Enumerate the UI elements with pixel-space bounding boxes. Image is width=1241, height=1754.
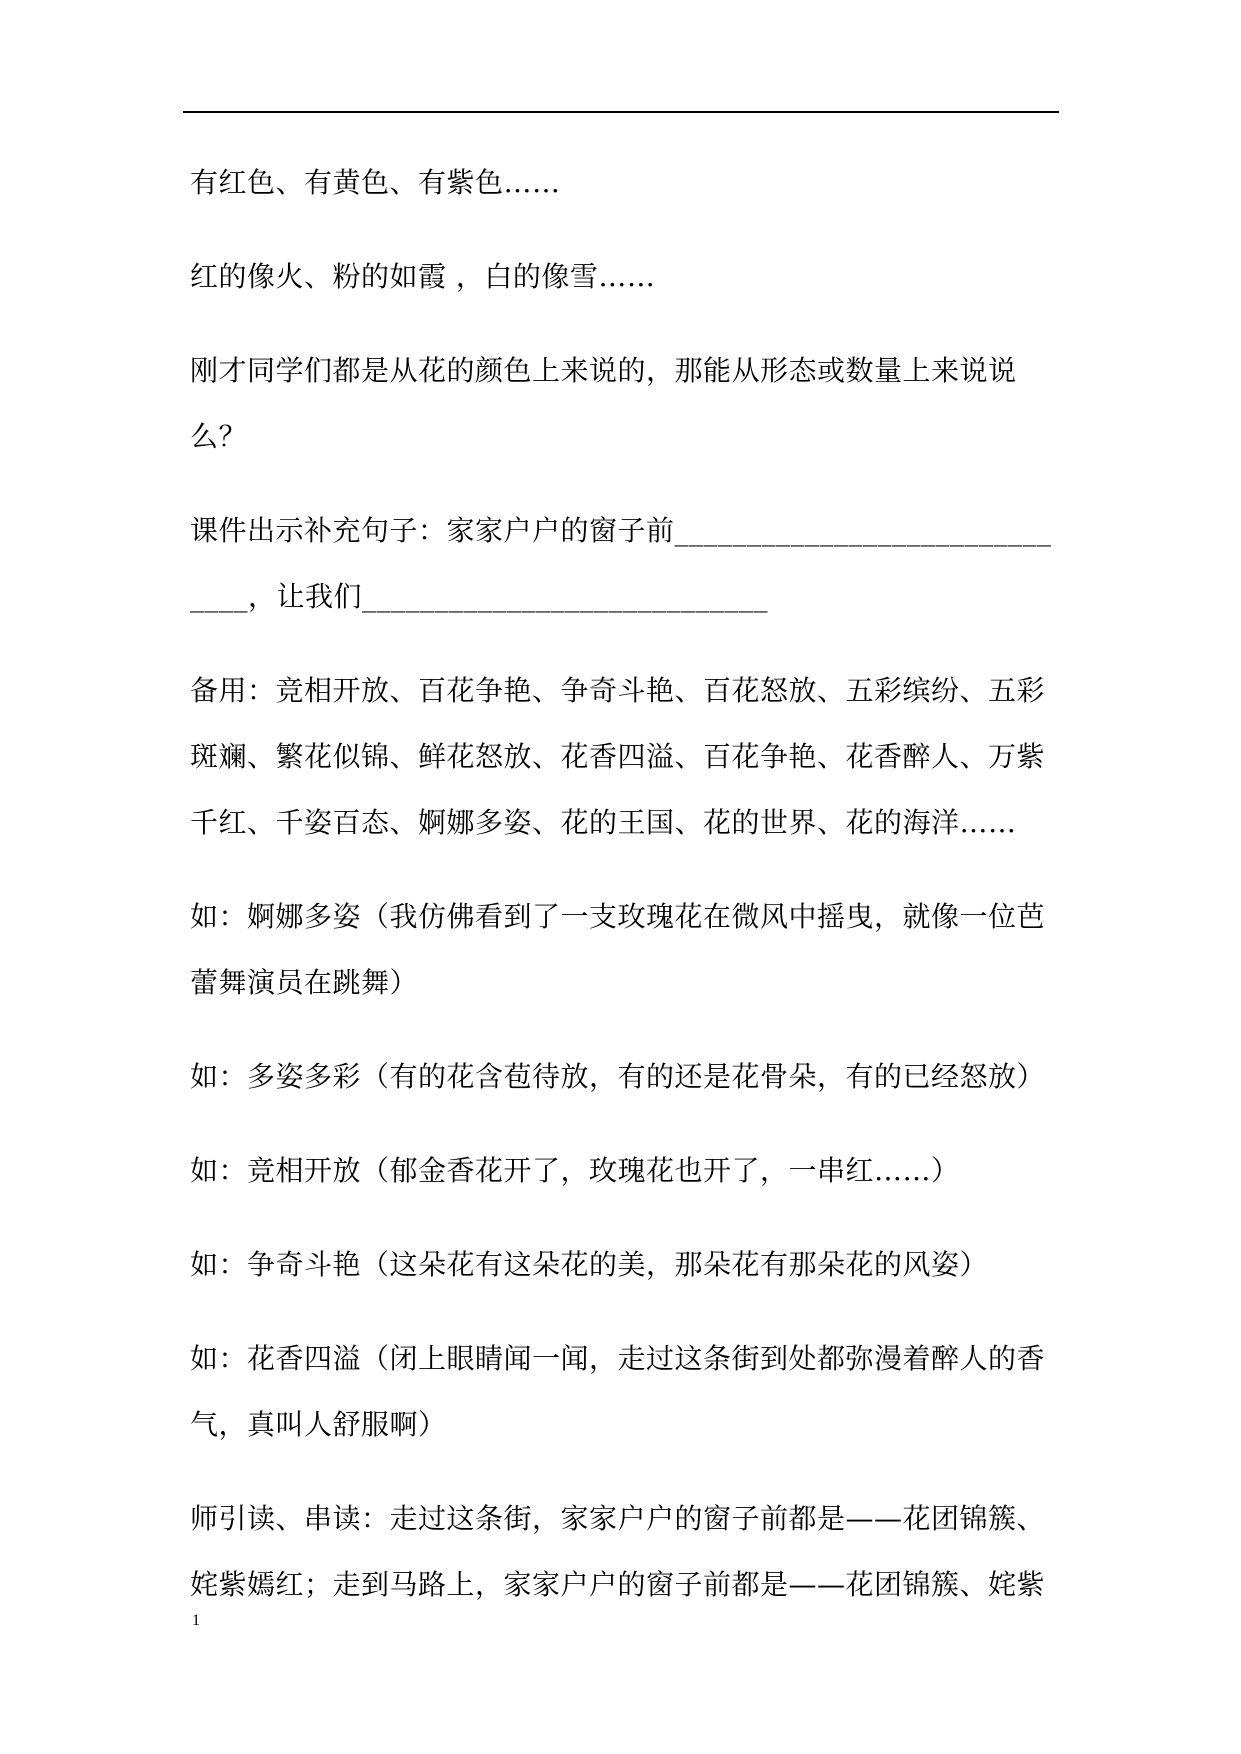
paragraph-example-1: 如：婀娜多姿（我仿佛看到了一支玫瑰花在微风中摇曳，就像一位芭蕾舞演员在跳舞）	[190, 900, 1046, 999]
paragraph-question: 刚才同学们都是从花的颜色上来说的，那能从形态或数量上来说说么？	[190, 354, 1017, 453]
header-rule	[183, 111, 1059, 113]
page-number: 1	[192, 1612, 200, 1629]
paragraph-word-bank: 备用：竞相开放、百花争艳、争奇斗艳、百花怒放、五彩缤纷、五彩斑斓、繁花似锦、鲜花怒放、花香四溢、百花争艳、花香醉人、万紫千红、千姿百态、婀娜多姿、花的王国、花的世界、花的海洋……	[190, 674, 1046, 839]
paragraph-fill-blank: 课件出示补充句子：家家户户的窗子前______________________________，让我们____________________________	[190, 514, 1052, 613]
document-body	[190, 150, 1062, 1618]
paragraph-example-3: 如：竞相开放（郁金香花开了，玫瑰花也开了，一串红……）	[190, 1154, 960, 1187]
paragraph-example-2: 如：多姿多彩（有的花含苞待放，有的还是花骨朵，有的已经怒放）	[190, 1060, 1046, 1093]
paragraph-similes: 红的像火、粉的如霞 ，白的像雪……	[190, 260, 656, 293]
paragraph-example-5: 如：花香四溢（闭上眼睛闻一闻，走过这条街到处都弥漫着醉人的香气，真叫人舒服啊）	[190, 1342, 1046, 1441]
paragraph-example-4: 如：争奇斗艳（这朵花有这朵花的美，那朵花有那朵花的风姿）	[190, 1248, 989, 1281]
paragraph-colors: 有红色、有黄色、有紫色……	[190, 166, 561, 199]
paragraph-guided-reading: 师引读、串读：走过这条街，家家户户的窗子前都是——花团锦簇、姹紫嫣红；走到马路上，家家户户的窗子前都是——花团锦簇、姹紫	[190, 1502, 1046, 1601]
